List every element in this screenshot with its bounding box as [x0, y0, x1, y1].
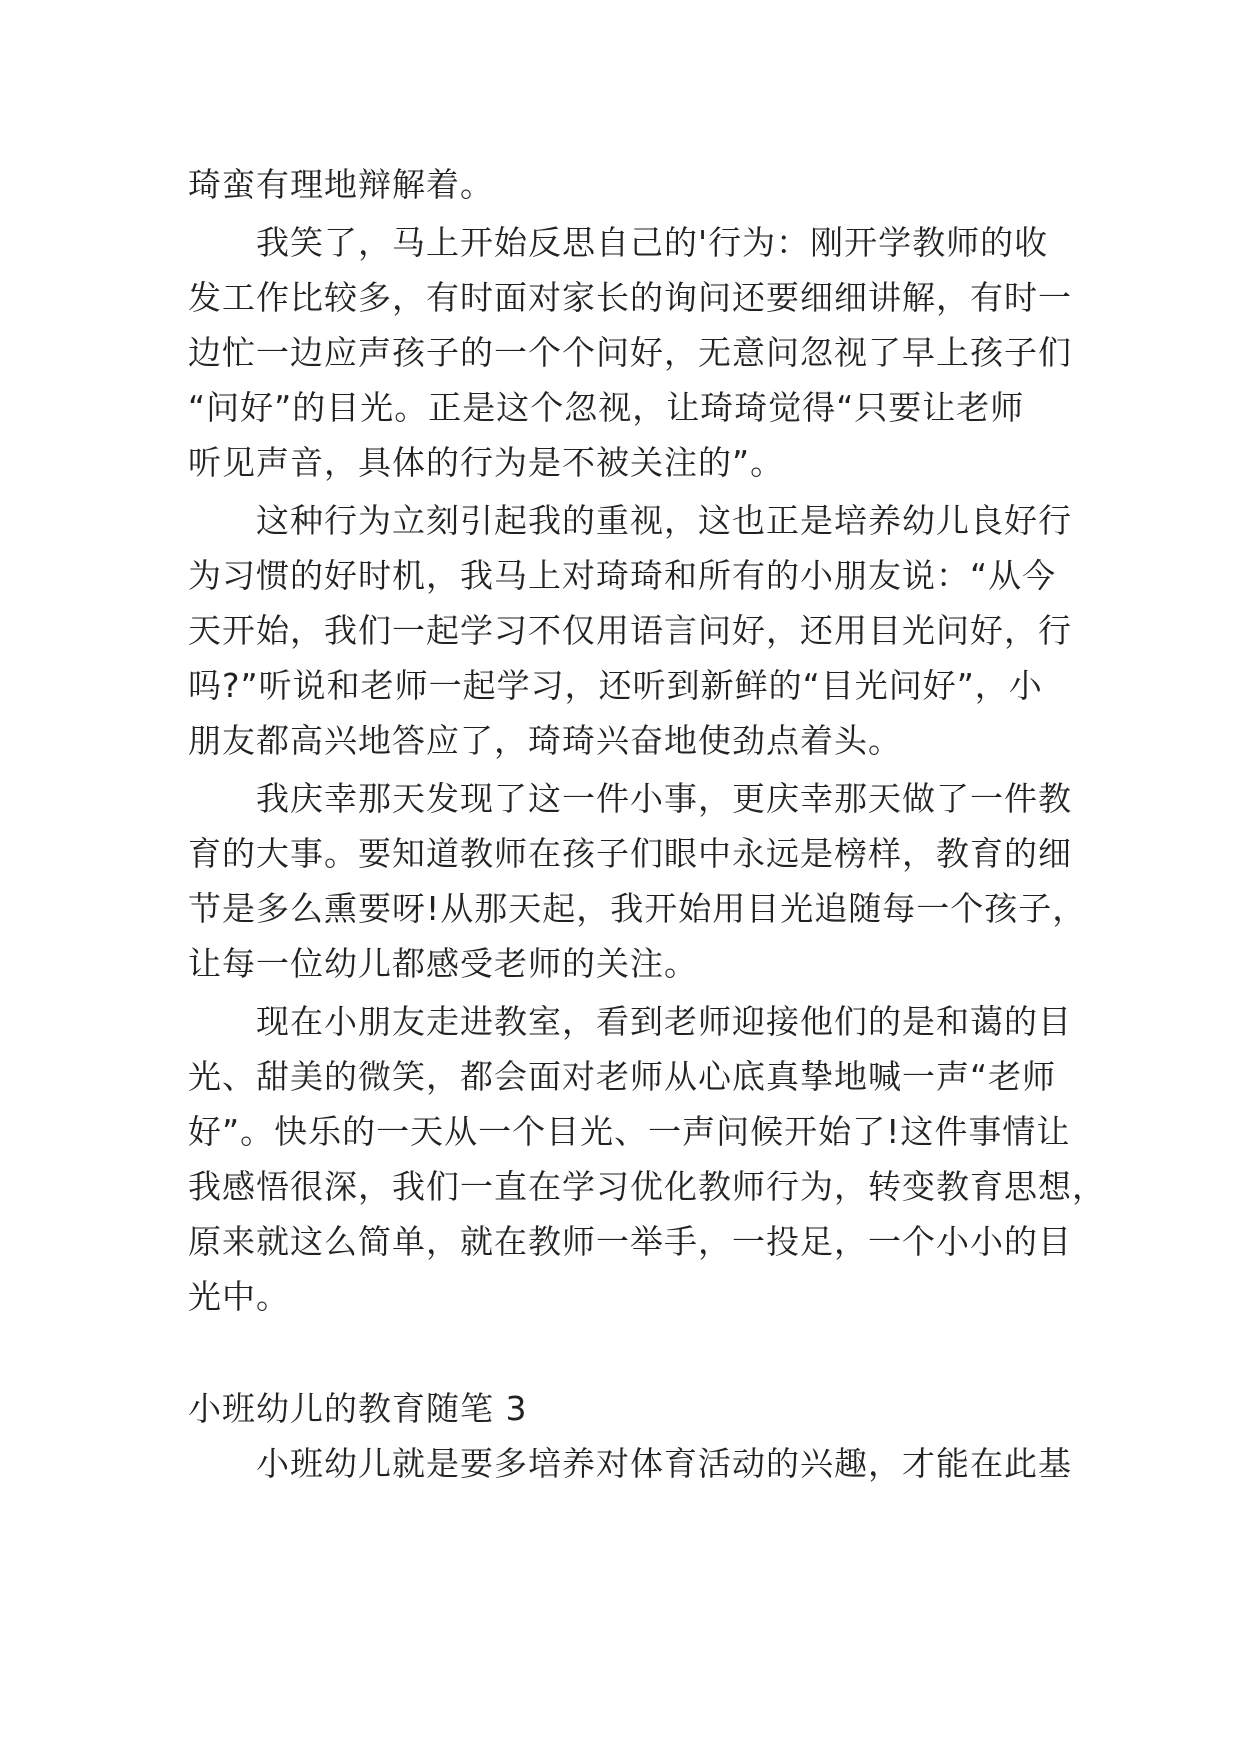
text-line: 边忙一边应声孩子的一个个问好，无意问忽视了早上孩子们	[188, 333, 1072, 372]
text-line: 吗?”听说和老师一起学习，还听到新鲜的“目光问好”，小	[188, 666, 1043, 705]
text-line: 光、甜美的微笑，都会面对老师从心底真挚地喊一声“老师	[188, 1057, 1057, 1096]
text-line: 节是多么熏要呀!从那天起，我开始用目光追随每一个孩子，	[188, 889, 1087, 928]
text-line: 琦蛮有理地辩解着。	[188, 165, 494, 204]
text-line: 原来就这么简单，就在教师一举手，一投足，一个小小的目	[188, 1222, 1072, 1261]
paragraph-first-line: 现在小朋友走进教室，看到老师迎接他们的是和蔼的目	[256, 1002, 1072, 1041]
text-line: 光中。	[188, 1277, 290, 1316]
paragraph-first-line: 小班幼儿就是要多培养对体育活动的兴趣，才能在此基	[256, 1444, 1072, 1483]
paragraph-first-line: 我笑了，马上开始反思自己的'行为：刚开学教师的收	[256, 223, 1049, 262]
text-line: 我感悟很深，我们一直在学习优化教师行为，转变教育思想，	[188, 1167, 1106, 1206]
text-line: 育的大事。要知道教师在孩子们眼中永远是榜样，教育的细	[188, 834, 1072, 873]
text-line: 为习惯的好时机，我马上对琦琦和所有的小朋友说：“从今	[188, 556, 1057, 595]
section-title: 小班幼儿的教育随笔 3	[188, 1389, 528, 1428]
text-line: 好”。快乐的一天从一个目光、一声问候开始了!这件事情让	[188, 1112, 1071, 1151]
text-line: 让每一位幼儿都感受老师的关注。	[188, 944, 698, 983]
text-line: 天开始，我们一起学习不仅用语言问好，还用目光问好，行	[188, 611, 1072, 650]
text-line: 听见声音，具体的行为是不被关注的”。	[188, 443, 785, 482]
paragraph-first-line: 我庆幸那天发现了这一件小事，更庆幸那天做了一件教	[256, 779, 1072, 818]
text-line: 发工作比较多，有时面对家长的询问还要细细讲解，有时一	[188, 278, 1072, 317]
paragraph-first-line: 这种行为立刻引起我的重视，这也正是培养幼儿良好行	[256, 501, 1072, 540]
text-line: “问好”的目光。正是这个忽视，让琦琦觉得“只要让老师	[188, 388, 1025, 427]
text-line: 朋友都高兴地答应了，琦琦兴奋地使劲点着头。	[188, 721, 902, 760]
